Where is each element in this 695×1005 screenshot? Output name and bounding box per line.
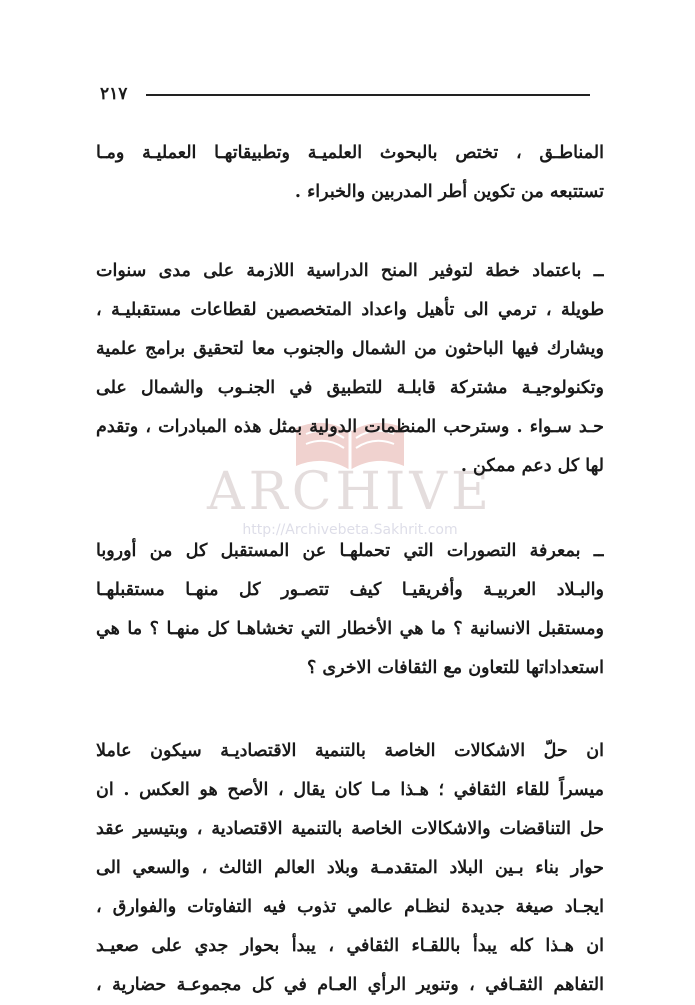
text-line: والبـلاد العربيـة وأفريقيـا كيف تتصـور كل منهـا مستقبلهـا bbox=[96, 580, 604, 600]
paragraph-4 bbox=[96, 732, 604, 1005]
page-header bbox=[100, 84, 590, 108]
paragraph-3 bbox=[96, 532, 604, 688]
text-line: طويلة ، ترمي الى تأهيل واعداد المتخصصين لقطاعات مستقبليـة ، bbox=[96, 300, 604, 320]
text-line: ــ بمعرفة التصورات التي تحملهـا عن المستقبل كل من أوروبا bbox=[96, 541, 604, 561]
text-line: حوار بناء بـين البلاد المتقدمـة وبلاد العالم الثالث ، والسعي الى bbox=[96, 858, 604, 878]
text-line: ان حلّ الاشكالات الخاصة بالتنمية الاقتصاديـة سيكون عاملا bbox=[96, 741, 604, 761]
text-line: ايجـاد صيغة جديدة لنظـام عالمي تذوب فيه التفاوتات والفوارق ، bbox=[96, 897, 604, 917]
text-line: ويشارك فيها الباحثون من الشمال والجنوب معا لتحقيق برامج علمية bbox=[96, 339, 604, 359]
header-rule bbox=[146, 94, 590, 96]
text-line: استعداداتها للتعاون مع الثقافات الاخرى ؟ bbox=[307, 658, 604, 678]
text-line: تستتبعه من تكوين أطر المدربين والخبراء . bbox=[294, 182, 604, 202]
text-line: حل التناقضات والاشكالات الخاصة بالتنمية الاقتصادية ، وبتيسير عقد bbox=[96, 819, 604, 839]
watermark-title: ARCHIVE bbox=[207, 462, 493, 522]
watermark-url: http://Archivebeta.Sakhrit.com bbox=[242, 522, 458, 538]
text-line: ميسراً للقاء الثقافي ؛ هـذا مـا كان يقال ، الأصح هو العكس . ان bbox=[96, 780, 604, 800]
text-line: ــ باعتماد خطة لتوفير المنح الدراسية اللازمة على مدى سنوات bbox=[96, 261, 604, 281]
text-line: ومستقبل الانسانية ؟ ما هي الأخطار التي تخشاهـا كل منهـا ؟ ما هي bbox=[96, 619, 604, 639]
text-line: المناطـق ، تختص بالبحوث العلميـة وتطبيقاتهـا العمليـة ومـا bbox=[96, 143, 604, 163]
body-text bbox=[96, 134, 604, 1005]
text-line: لها كل دعم ممكن . bbox=[460, 456, 604, 476]
text-line: وتكنولوجيـة مشتركة قابلـة للتطبيق في الجنـوب والشمال على bbox=[96, 378, 604, 398]
text-line: ان هـذا كله يبدأ باللقـاء الثقافي ، يبدأ بحوار جدي على صعيـد bbox=[96, 936, 604, 956]
text-line: حـد سـواء . وسترحب المنظمات الدولية بمثل هذه المبادرات ، وتقدم bbox=[96, 417, 604, 437]
text-line: التفاهم الثقـافي ، وتنوير الرأي العـام في كل مجموعـة حضارية ، bbox=[96, 975, 604, 995]
paragraph-2 bbox=[96, 252, 604, 486]
page-number: ٢١٧ bbox=[100, 84, 128, 104]
paragraph-1 bbox=[96, 134, 604, 212]
